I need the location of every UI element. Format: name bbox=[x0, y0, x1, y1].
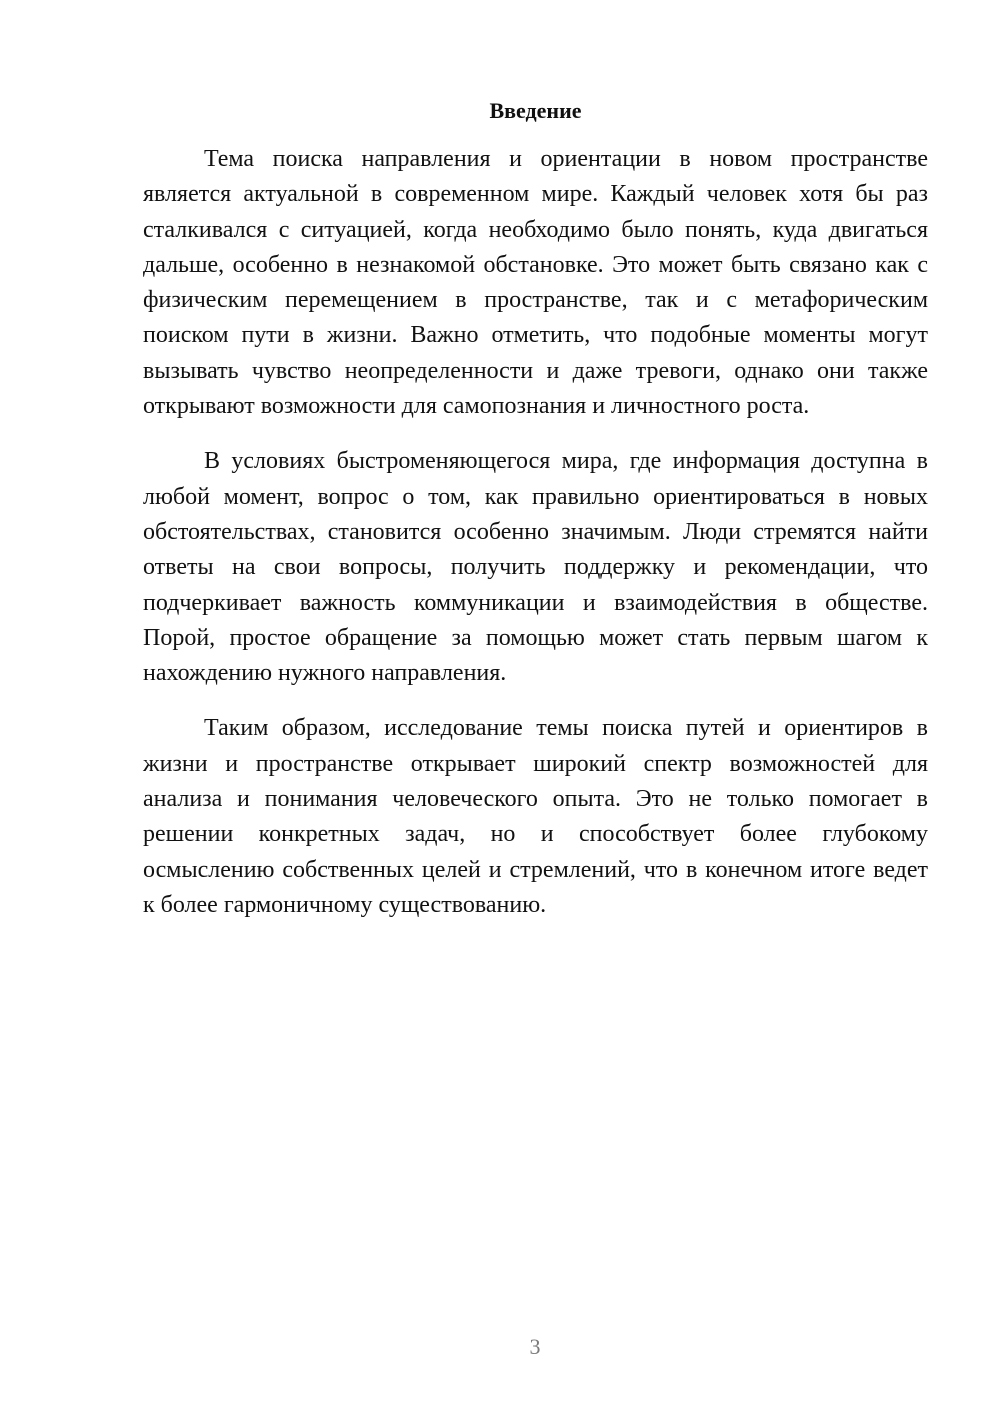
paragraph-2: В условиях быстроменяющегося мира, где информация доступна в любой момент, вопрос о том, как правильно ориентироваться в новых обстоятельствах, становится особенно значимым. Люди стремятся найти ответы на свои вопросы, получить поддержку и рекомендации, что подчеркивает важность коммуникации и взаимодействия в обществе. Порой, простое обращение за помощью может стать первым шагом к нахождению нужного направления. bbox=[143, 448, 928, 687]
paragraph-3: Таким образом, исследование темы поиска путей и ориентиров в жизни и пространстве открывает широкий спектр возможностей для анализа и понимания человеческого опыта. Это не только помогает в решении конкретных задач, но и способствует более глубокому осмыслению собственных целей и стремлений, что в конечном итоге ведет к более гармоничному существованию. bbox=[143, 715, 928, 918]
page-number: 3 bbox=[529, 1334, 541, 1359]
section-heading: Введение bbox=[489, 98, 582, 123]
body-text bbox=[143, 142, 928, 943]
paragraph-1: Тема поиска направления и ориентации в новом пространстве является актуальной в современном мире. Каждый человек хотя бы раз сталкивался с ситуацией, когда необходимо было понять, куда двигаться дальше, особенно в незнакомой обстановке. Это может быть связано как с физическим перемещением в пространстве, так и с метафорическим поиском пути в жизни. Важно отметить, что подобные моменты могут вызывать чувство неопределенности и даже тревоги, однако они также открывают возможности для самопознания и личностного роста. bbox=[143, 146, 928, 420]
